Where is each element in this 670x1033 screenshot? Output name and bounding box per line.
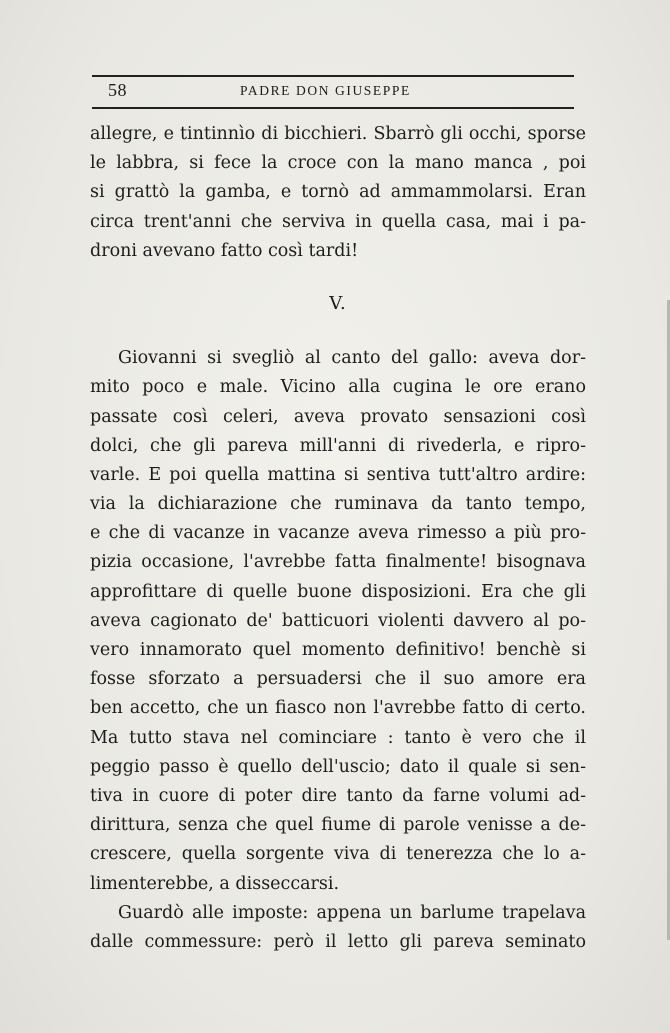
text-line: aveva cagionato de' batticuori violenti davvero al po- <box>90 610 586 631</box>
text-line: dolci, che gli pareva mill'anni di rivederla, e ripro- <box>90 435 586 456</box>
paragraph-1 <box>90 120 586 266</box>
text-line: ben accetto, che un fiasco non l'avrebbe fatto di certo. <box>90 698 586 719</box>
text-line: Ma tutto stava nel cominciare : tanto è vero che il <box>90 727 586 748</box>
paragraph-3 <box>90 899 586 957</box>
text-line: varle. E poi quella mattina si sentiva tutt'altro ardire: <box>90 464 586 485</box>
text-line: mito poco e male. Vicino alla cugina le ore erano <box>90 377 586 398</box>
page-number: 58 <box>108 80 127 100</box>
text-line: pizia occasione, l'avrebbe fatta finalmente! bisognava <box>90 552 586 573</box>
running-title: PADRE DON GIUSEPPE <box>240 83 411 98</box>
text-line: tiva in cuore di poter dire tanto da farne volumi ad- <box>90 785 586 806</box>
text-line: si grattò la gamba, e tornò ad ammammolarsi. Eran <box>90 182 586 203</box>
text-line: peggio passo è quello dell'uscio; dato il quale si sen- <box>90 756 586 777</box>
text-line: circa trent'anni che serviva in quella casa, mai i pa- <box>90 211 586 232</box>
text-line: dirittura, senza che quel fiume di parole venisse a de- <box>90 815 586 836</box>
text-line: passate così celeri, aveva provato sensazioni così <box>90 406 586 427</box>
text-line: le labbra, si fece la croce con la mano manca , poi <box>90 153 586 174</box>
text-line: Giovanni si svegliò al canto del gallo: aveva dor- <box>118 348 586 369</box>
text-line: dalle commessure: però il letto gli pareva seminato <box>90 931 586 952</box>
section-heading: V. <box>329 292 347 314</box>
text-line: Guardò alle imposte: appena un barlume trapelava <box>118 902 586 923</box>
text-line: via la dichiarazione che ruminava da tanto tempo, <box>90 494 586 515</box>
header-rule-top <box>92 75 574 77</box>
header-rule-bottom <box>92 107 574 109</box>
text-line: vero innamorato quel momento definitivo! benchè si <box>90 640 586 660</box>
text-line: e che di vacanze in vacanze aveva rimesso a più pro- <box>90 523 586 544</box>
text-line: allegre, e tintinnìo di bicchieri. Sbarrò gli occhi, sporse <box>90 124 586 144</box>
text-line: droni avevano fatto così tardi! <box>90 240 359 261</box>
body-text <box>90 120 586 957</box>
text-line: approfittare di quelle buone disposizioni. Era che gli <box>90 581 586 602</box>
paragraph-2 <box>90 344 586 899</box>
text-line: limenterebbe, a disseccarsi. <box>90 873 340 894</box>
text-line: fosse sforzato a persuadersi che il suo amore era <box>90 669 586 690</box>
text-line: crescere, quella sorgente viva di tenerezza che lo a- <box>90 844 586 865</box>
